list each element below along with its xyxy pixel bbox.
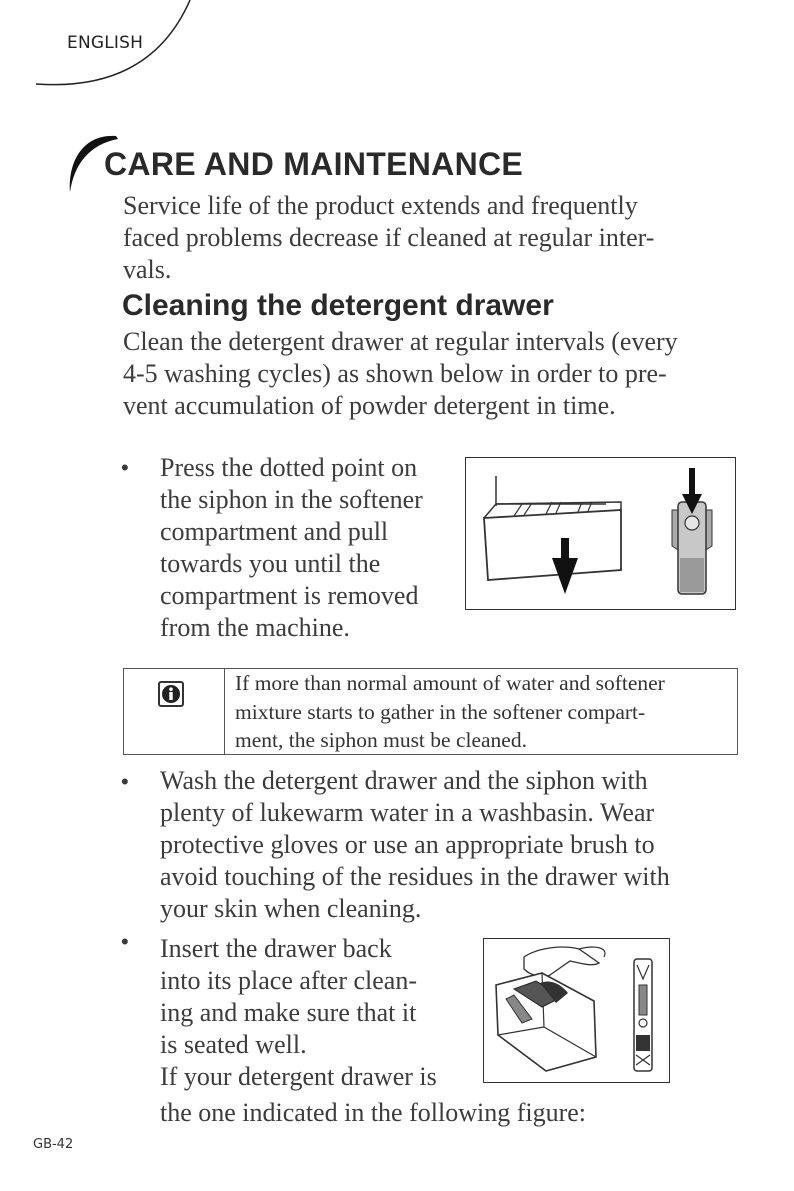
figure-drawer-cleaning <box>483 938 670 1083</box>
section-intro <box>123 190 654 286</box>
page-number: GB-42 <box>33 1137 74 1152</box>
step-line: compartment and pull <box>160 517 389 546</box>
info-icon <box>158 681 184 707</box>
step-line: your skin when cleaning. <box>160 894 422 923</box>
note-divider <box>224 668 225 755</box>
bullet-marker: • <box>121 455 129 480</box>
step-line: plenty of lukewarm water in a washbasin. Wear <box>160 798 655 827</box>
step-line: from the machine. <box>160 613 350 642</box>
note-line: If more than normal amount of water and softener <box>235 671 665 695</box>
step-line: ing and make sure that it <box>160 998 417 1027</box>
step-line: into its place after clean- <box>160 966 417 995</box>
intro-line: Service life of the product extends and frequently <box>123 191 638 220</box>
step-line: Insert the drawer back <box>160 934 392 963</box>
step-line: avoid touching of the residues in the drawer with <box>160 862 670 891</box>
bullet-marker: • <box>121 769 129 794</box>
drawer-removal-illustration <box>466 458 734 608</box>
step-line: If your detergent drawer is <box>160 1062 437 1091</box>
section-title: CARE AND MAINTENANCE <box>104 146 524 182</box>
note-line: ment, the siphon must be cleaned. <box>235 728 527 752</box>
step-line: is seated well. <box>160 1030 307 1059</box>
note-line: mixture starts to gather in the softener compart- <box>235 699 646 724</box>
subsection-intro <box>123 326 678 422</box>
note-text <box>235 669 735 755</box>
subsection-title: Cleaning the detergent drawer <box>122 289 554 322</box>
figure-drawer-removal <box>465 457 736 610</box>
intro-line: faced problems decrease if cleaned at regular inter- <box>123 223 655 252</box>
intro-line: Clean the detergent drawer at regular intervals (every <box>123 327 678 356</box>
step-line: the one indicated in the following figure: <box>160 1098 586 1127</box>
intro-line: 4-5 washing cycles) as shown below in order to pre- <box>123 359 667 388</box>
bullet-marker: • <box>121 929 129 954</box>
step-line: Press the dotted point on <box>160 453 418 482</box>
step-line: Wash the detergent drawer and the siphon with <box>160 766 648 795</box>
step-1-text <box>160 452 423 644</box>
step-3-text <box>160 933 437 1093</box>
step-line: compartment is removed <box>160 581 419 610</box>
step-line: the siphon in the softener <box>160 485 423 514</box>
language-label: ENGLISH <box>67 33 144 53</box>
step-line: towards you until the <box>160 549 381 578</box>
intro-line: vals. <box>123 255 172 284</box>
step-2-text <box>160 765 670 925</box>
intro-line: vent accumulation of powder detergent in time. <box>123 391 616 420</box>
step-line: protective gloves or use an appropriate brush to <box>160 830 655 859</box>
drawer-cleaning-illustration <box>484 939 668 1081</box>
